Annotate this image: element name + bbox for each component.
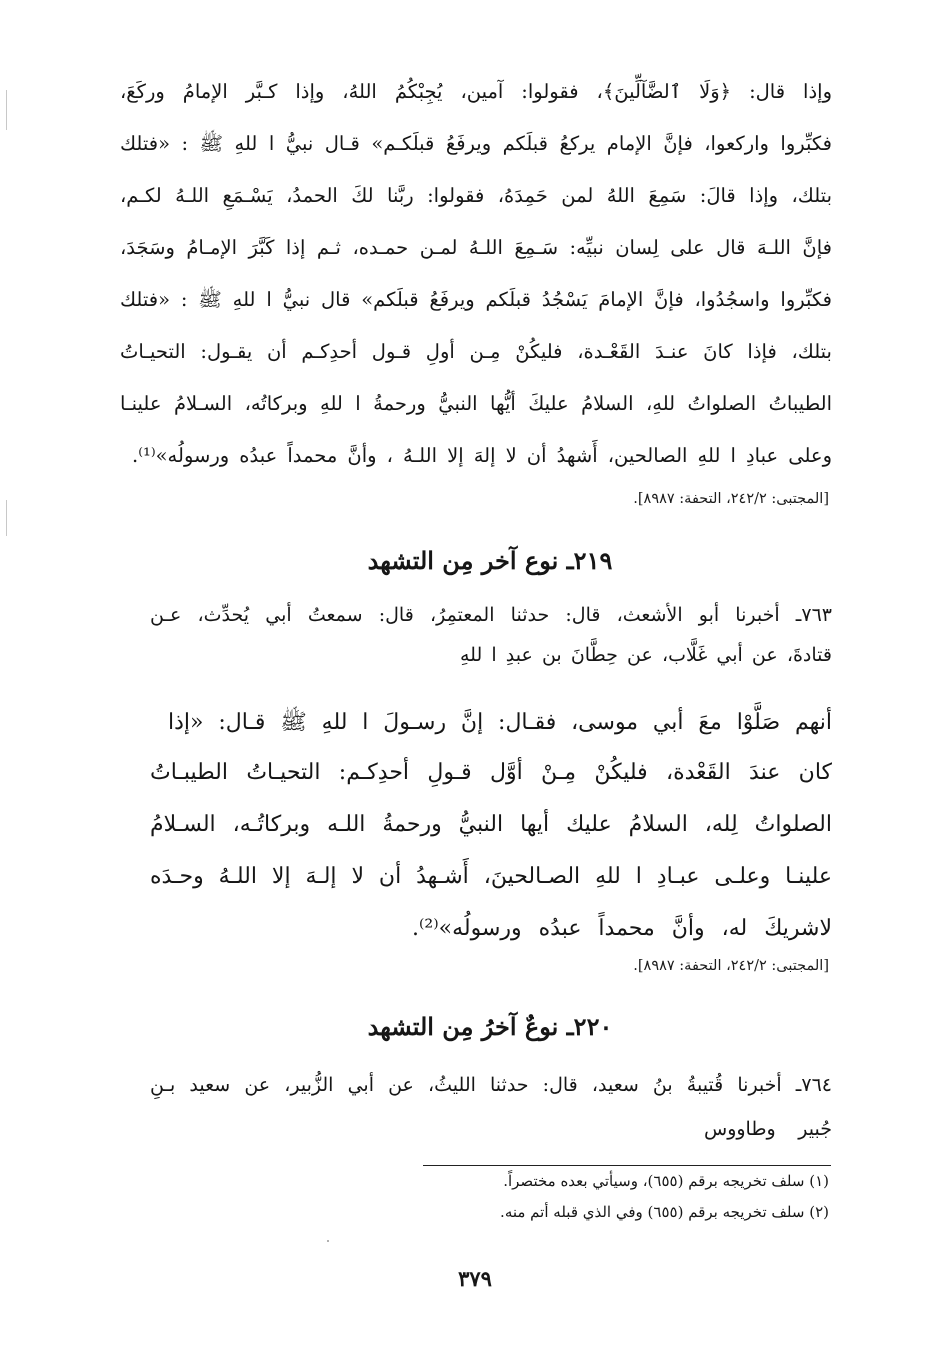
- reference-citation: [المجتبى: ٢٤٢/٢، التحفة: ٨٩٨٧].: [633, 491, 829, 507]
- text-line: وإذا قال: ﴿وَلَا ٱلضَّآلِّينَ﴾، فقولوا: آمين، يُجِبْكُمُ اللهُ، وإذا كـبَّر الإمامُ وركَعَ،: [120, 80, 832, 103]
- matn-paragraph: [150, 708, 832, 958]
- isnad-paragraph: [150, 604, 832, 674]
- isnad-paragraph: [150, 1074, 832, 1144]
- text-line: كان عندَ القَعْدة، فليكُنْ مِـنْ أوَّل قـولِ أحدِكـم: التحيـاتُ الطيبـاتُ: [150, 760, 832, 785]
- text-line: الصلواتُ لِله، السلامُ عليك أيها النبيُّ ورحمةُ اللـه وبركاتُـه، السـلامُ: [150, 812, 832, 837]
- text-line: فكبِّروا واسجُدُوا، فإنَّ الإمامَ يَسْجُدُ قبلَكم ويرفَعُ قبلَكم» قال نبيُّ ا للهِ ﷺ : «فتلك: [120, 288, 832, 311]
- footnote-divider: [423, 1165, 831, 1166]
- top-paragraph: [120, 80, 832, 500]
- text-line: جُبير وطاووس: [704, 1118, 832, 1140]
- text-line: علينـا وعلـى عبـادِ ا للهِ الصـالحينَ، أَشـهدُ أن لا إلـهَ إلا اللـهُ وحـدَه: [150, 864, 832, 889]
- text-line: بتلك، فإذا كانَ عنـدَ القَعْـدة، فليكُنْ مِـن أولِ قـول أحدِكـم أن يقـول: التحيـاتُ: [120, 340, 832, 363]
- text-line: ٧٦٤ـ أخبرنا قُتيبةُ بنُ سعيد، قال: حدثنا الليثُ، عن أبي الزُّبير، عن سعيد بـنِ: [150, 1074, 832, 1096]
- text-line: الطيباتُ الصلواتُ للهِ، السلامُ عليكَ أيُّها النبيُّ ورحمةُ ا للهِ وبركاتُه، السـلامُ علينـا: [120, 392, 832, 415]
- text-line: أنهم صَلَّوْا معَ أبي موسى، فقـال: إنَّ رسـولَ ا للهِ ﷺ قـال: «إذا: [168, 710, 832, 735]
- text-line: فكبِّروا واركعوا، فإنَّ الإمام يركعُ قبلَكم ويرفَعُ قبلَكـم» قـال نبيُّ ا للهِ ﷺ : «فتلك: [120, 132, 832, 155]
- margin-mark: [6, 500, 7, 536]
- reference-citation: [المجتبى: ٢٤٢/٢، التحفة: ٨٩٨٧].: [633, 958, 829, 974]
- text-line: وعلى عبادِ ا للهِ الصالحين، أَشهدُ أن لا إلهَ إلا اللـهُ ، وأنَّ محمداً عبدُه ورسولُه»⁽¹⁾.: [132, 444, 832, 467]
- page-number: ٣٧٩: [458, 1266, 492, 1291]
- margin-mark: [6, 90, 7, 130]
- text-line: فإنَّ اللـهَ قال على لِسان نبيِّه: سَـمِعَ اللـهُ لمـن حمـده، ثـم إذا كَبَّرَ الإمـامُ وسَجَدَ،: [120, 236, 832, 259]
- text-line: ٧٦٣ـ أخبرنا أبو الأشعث، قال: حدثنا المعتمِرُ، قال: سمعتُ أبي يُحدِّث، عـن: [150, 604, 832, 626]
- text-line: بتلك، وإذا قالَ: سَمِعَ اللهُ لمن حَمِدَهُ، فقولوا: ربَّنا لكَ الحمدُ، يَسْـمَعِ اللـهُ لكـم،: [120, 184, 832, 207]
- text-line: لاشريكَ له، وأنَّ محمداً عبدُه ورسولُه»⁽²⁾.: [412, 916, 832, 941]
- section-heading: ٢١٩ـ نوع آخر مِن التشهد: [367, 546, 613, 575]
- footnote: (٢) سلف تخريجه برقم (٦٥٥) وفي الذي قبله أتم منه.: [500, 1203, 829, 1221]
- text-line: قتادةَ، عن أبي غَلَّاب، عن حِطَّانَ بن عبدِ ا للهِ: [460, 644, 832, 666]
- stray-mark: [327, 1240, 329, 1242]
- section-heading: ٢٢٠ـ نوعٌ آخرُ مِن التشهد: [367, 1012, 613, 1041]
- footnote: (١) سلف تخريجه برقم (٦٥٥)، وسيأتي بعده مختصراً.: [503, 1172, 829, 1190]
